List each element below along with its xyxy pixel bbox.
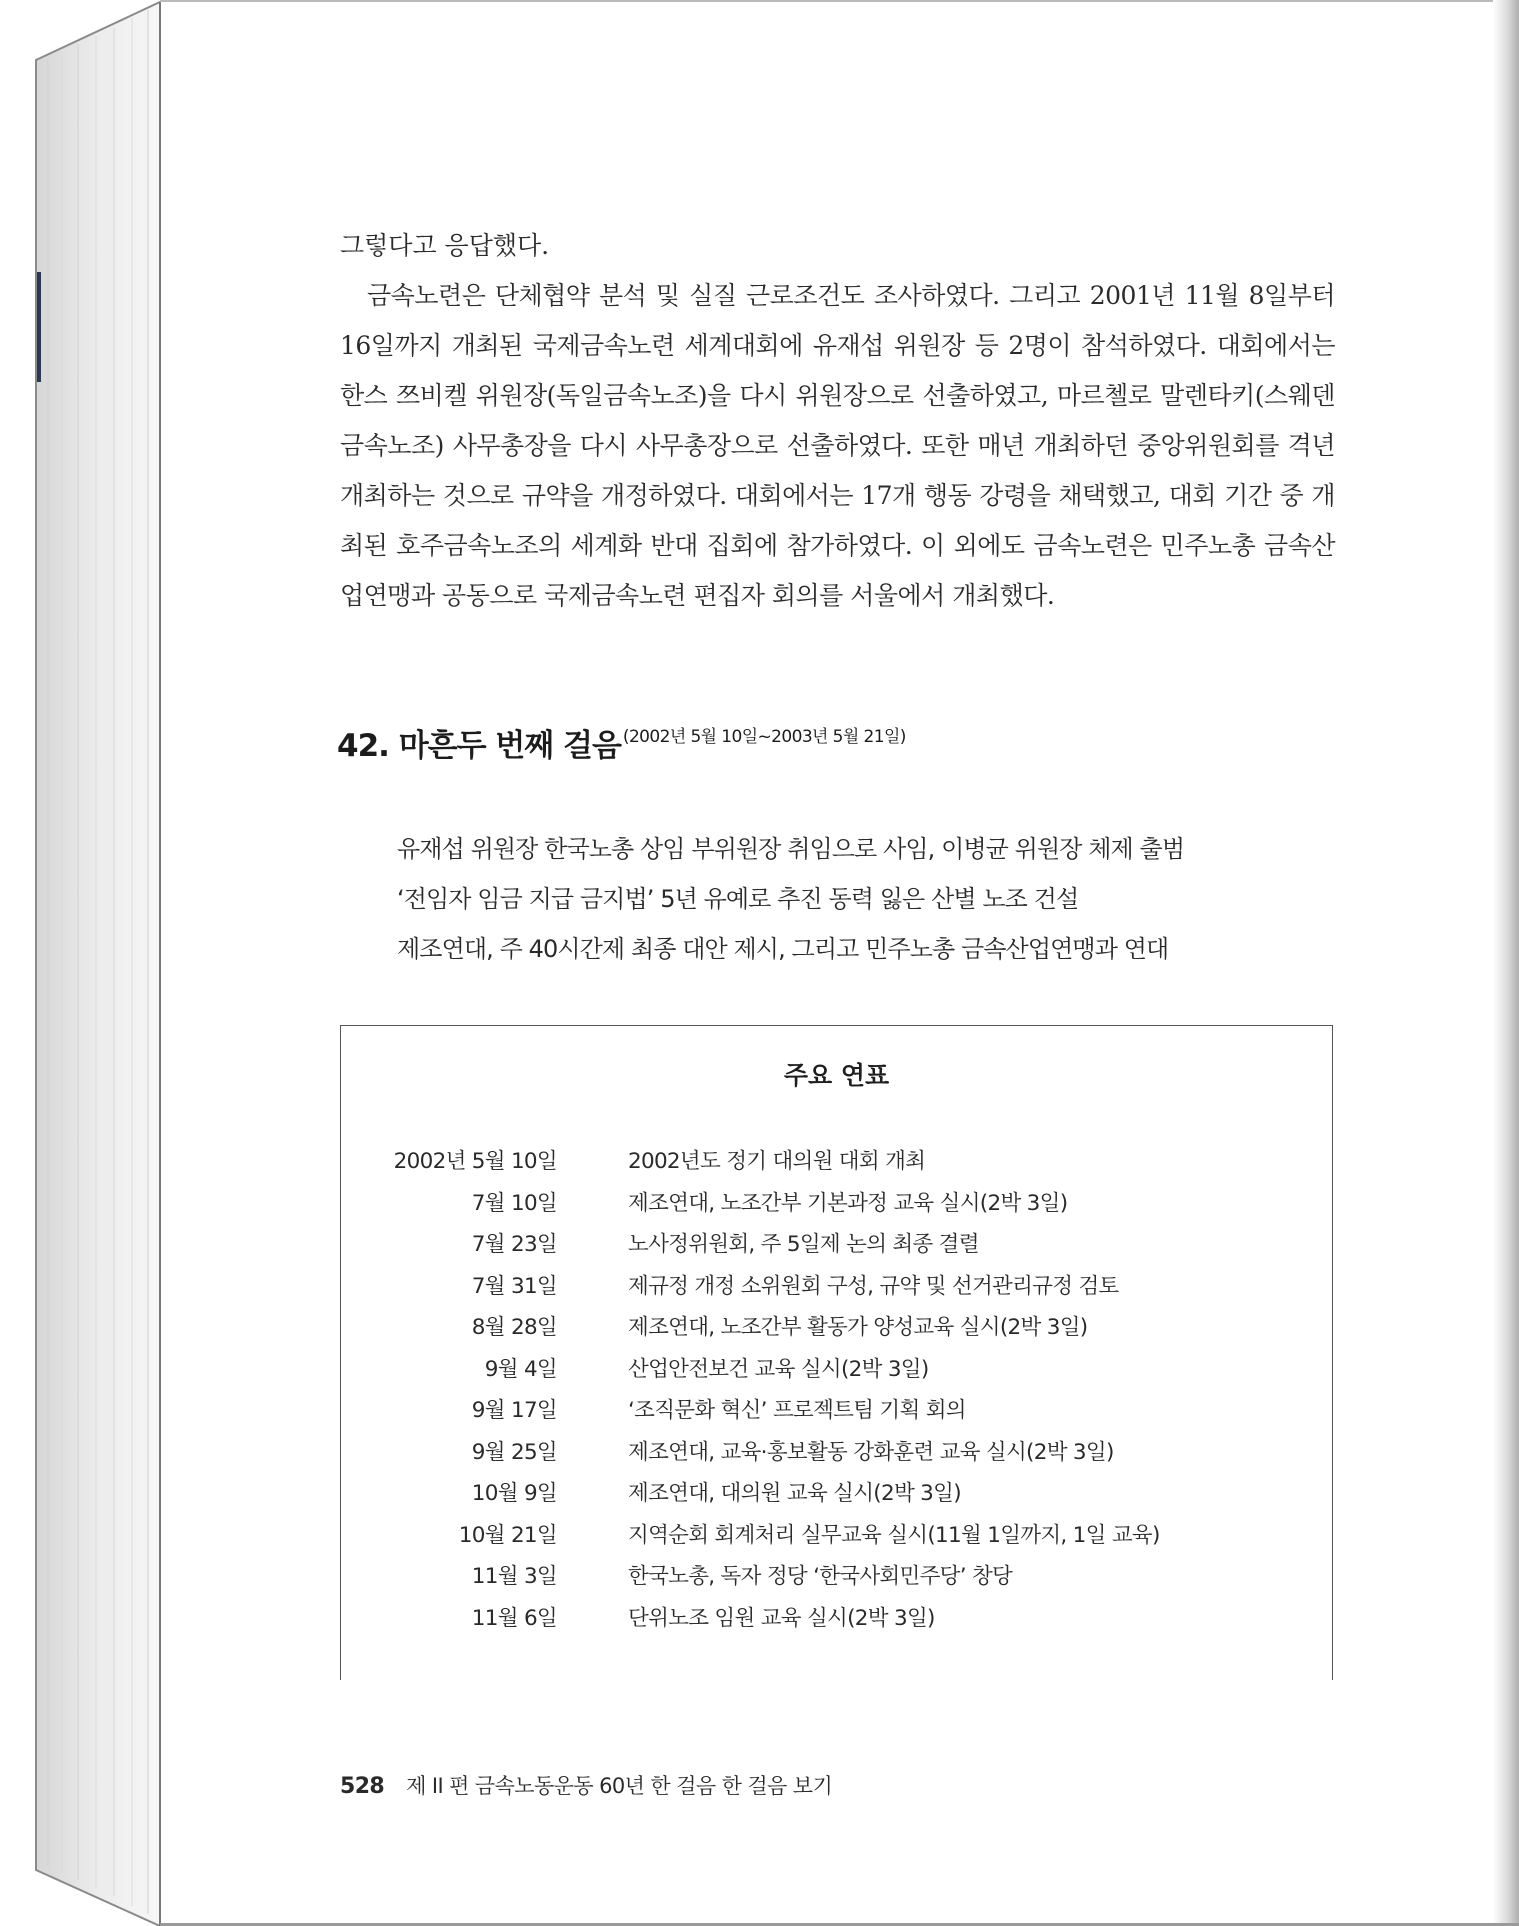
chronology-row: [341, 1562, 1332, 1604]
chronology-date: 9월 25일: [471, 1439, 557, 1465]
chronology-row: [341, 1604, 1332, 1646]
chronology-title: 주요 연표: [783, 1061, 890, 1090]
summary-line: 유재섭 위원장 한국노총 상임 부위원장 취임으로 사임, 이병균 위원장 체제 출범: [397, 835, 1185, 863]
section-title: 42. 마흔두 번째 걸음: [337, 728, 621, 764]
chronology-row: [341, 1189, 1332, 1231]
chronology-row: [341, 1479, 1332, 1521]
chronology-event: 지역순회 회계처리 실무교육 실시(11월 1일까지, 1일 교육): [628, 1522, 1160, 1548]
chronology-event: 산업안전보건 교육 실시(2박 3일): [628, 1356, 929, 1382]
chronology-event: 노사정위원회, 주 5일제 논의 최종 결렬: [628, 1232, 979, 1257]
page-right-shadow: [1493, 0, 1519, 1926]
chronology-row: [341, 1396, 1332, 1438]
chronology-row: [341, 1313, 1332, 1355]
chronology-event: 제규정 개정 소위원회 구성, 규약 및 선거관리규정 검토: [628, 1273, 1119, 1299]
chronology-list: [341, 1147, 1332, 1645]
chronology-date: 11월 3일: [471, 1564, 557, 1589]
chronology-date: 9월 17일: [471, 1398, 557, 1423]
summary-line: 제조연대, 주 40시간제 최종 대안 제시, 그리고 민주노총 금속산업연맹과 연대: [397, 935, 1169, 963]
chronology-date: 10월 9일: [471, 1481, 557, 1506]
section-heading: [337, 720, 906, 765]
chronology-event: 한국노총, 독자 정당 ‘한국사회민주당’ 창당: [628, 1564, 1013, 1589]
chronology-row: [341, 1147, 1332, 1189]
section-date-range: (2002년 5월 10일~2003년 5월 21일): [622, 727, 906, 747]
chronology-event: ‘조직문화 혁신’ 프로젝트팀 기획 회의: [628, 1398, 966, 1423]
chronology-date: 7월 23일: [471, 1232, 557, 1257]
chronology-event: 제조연대, 노조간부 기본과정 교육 실시(2박 3일): [628, 1190, 1068, 1216]
body-paragraph: 금속노련은 단체협약 분석 및 실질 근로조건도 조사하였다. 그리고 2001년 11월 8일부터 16일까지 개최된 국제금속노련 세계대회에 유재섭 위원장 등 2명이 참석하였다. 대회에서는 한스 쯔비켈 위원장(독일금속노조)을 다시 위원장으로 선출하였고, 마르첼로 말렌타키(스웨덴금속노조) 사무총장을 다시 사무총장으로 선출하였다. 또한 매년 개최하던 중앙위원회를 격년 개최하는 것으로 규약을 개정하였다. 대회에서는 17개 행동 강령을 채택했고, 대회 기간 중 개최된 호주금속노조의 세계화 반대 집회에 참가하였다. 이 외에도 금속노련은 민주노총 금속산업연맹과 공동으로 국제금속노련 편집자 회의를 서울에서 개최했다.: [340, 281, 1335, 610]
chronology-date: 8월 28일: [471, 1315, 557, 1340]
body-paragraph-continuation: 그렇다고 응답했다.: [340, 231, 550, 260]
chronology-row: [341, 1438, 1332, 1480]
chronology-date: 7월 31일: [471, 1273, 557, 1299]
chronology-date: 11월 6일: [471, 1605, 557, 1631]
chronology-row: [341, 1230, 1332, 1272]
section-summary: [397, 824, 1184, 974]
chronology-row: [341, 1521, 1332, 1563]
page-top-edge: [160, 0, 1493, 2]
chronology-row: [341, 1355, 1332, 1397]
chronology-event: 제조연대, 대의원 교육 실시(2박 3일): [628, 1481, 961, 1506]
summary-line: ‘전임자 임금 지급 금지법’ 5년 유예로 추진 동력 잃은 산별 노조 건설: [397, 885, 1079, 913]
chronology-date: 9월 4일: [484, 1356, 557, 1382]
chronology-row: [341, 1272, 1332, 1314]
chronology-event: 제조연대, 교육·홍보활동 강화훈련 교육 실시(2박 3일): [628, 1439, 1114, 1465]
chronology-event: 제조연대, 노조간부 활동가 양성교육 실시(2박 3일): [628, 1315, 1088, 1340]
chronology-event: 단위노조 임원 교육 실시(2박 3일): [628, 1605, 935, 1631]
running-title: 제 II 편 금속노동운동 60년 한 걸음 한 걸음 보기: [406, 1774, 833, 1798]
chronology-date: 10월 21일: [458, 1522, 557, 1548]
page-footer: [340, 1770, 832, 1800]
chronology-event: 2002년도 정기 대의원 대회 개최: [628, 1149, 926, 1174]
book-page-edge: [0, 0, 170, 1926]
chronology-date: 2002년 5월 10일: [393, 1149, 557, 1174]
chronology-date: 7월 10일: [471, 1190, 557, 1216]
page-number: 528: [340, 1774, 385, 1799]
chronology-box: [340, 1025, 1333, 1680]
